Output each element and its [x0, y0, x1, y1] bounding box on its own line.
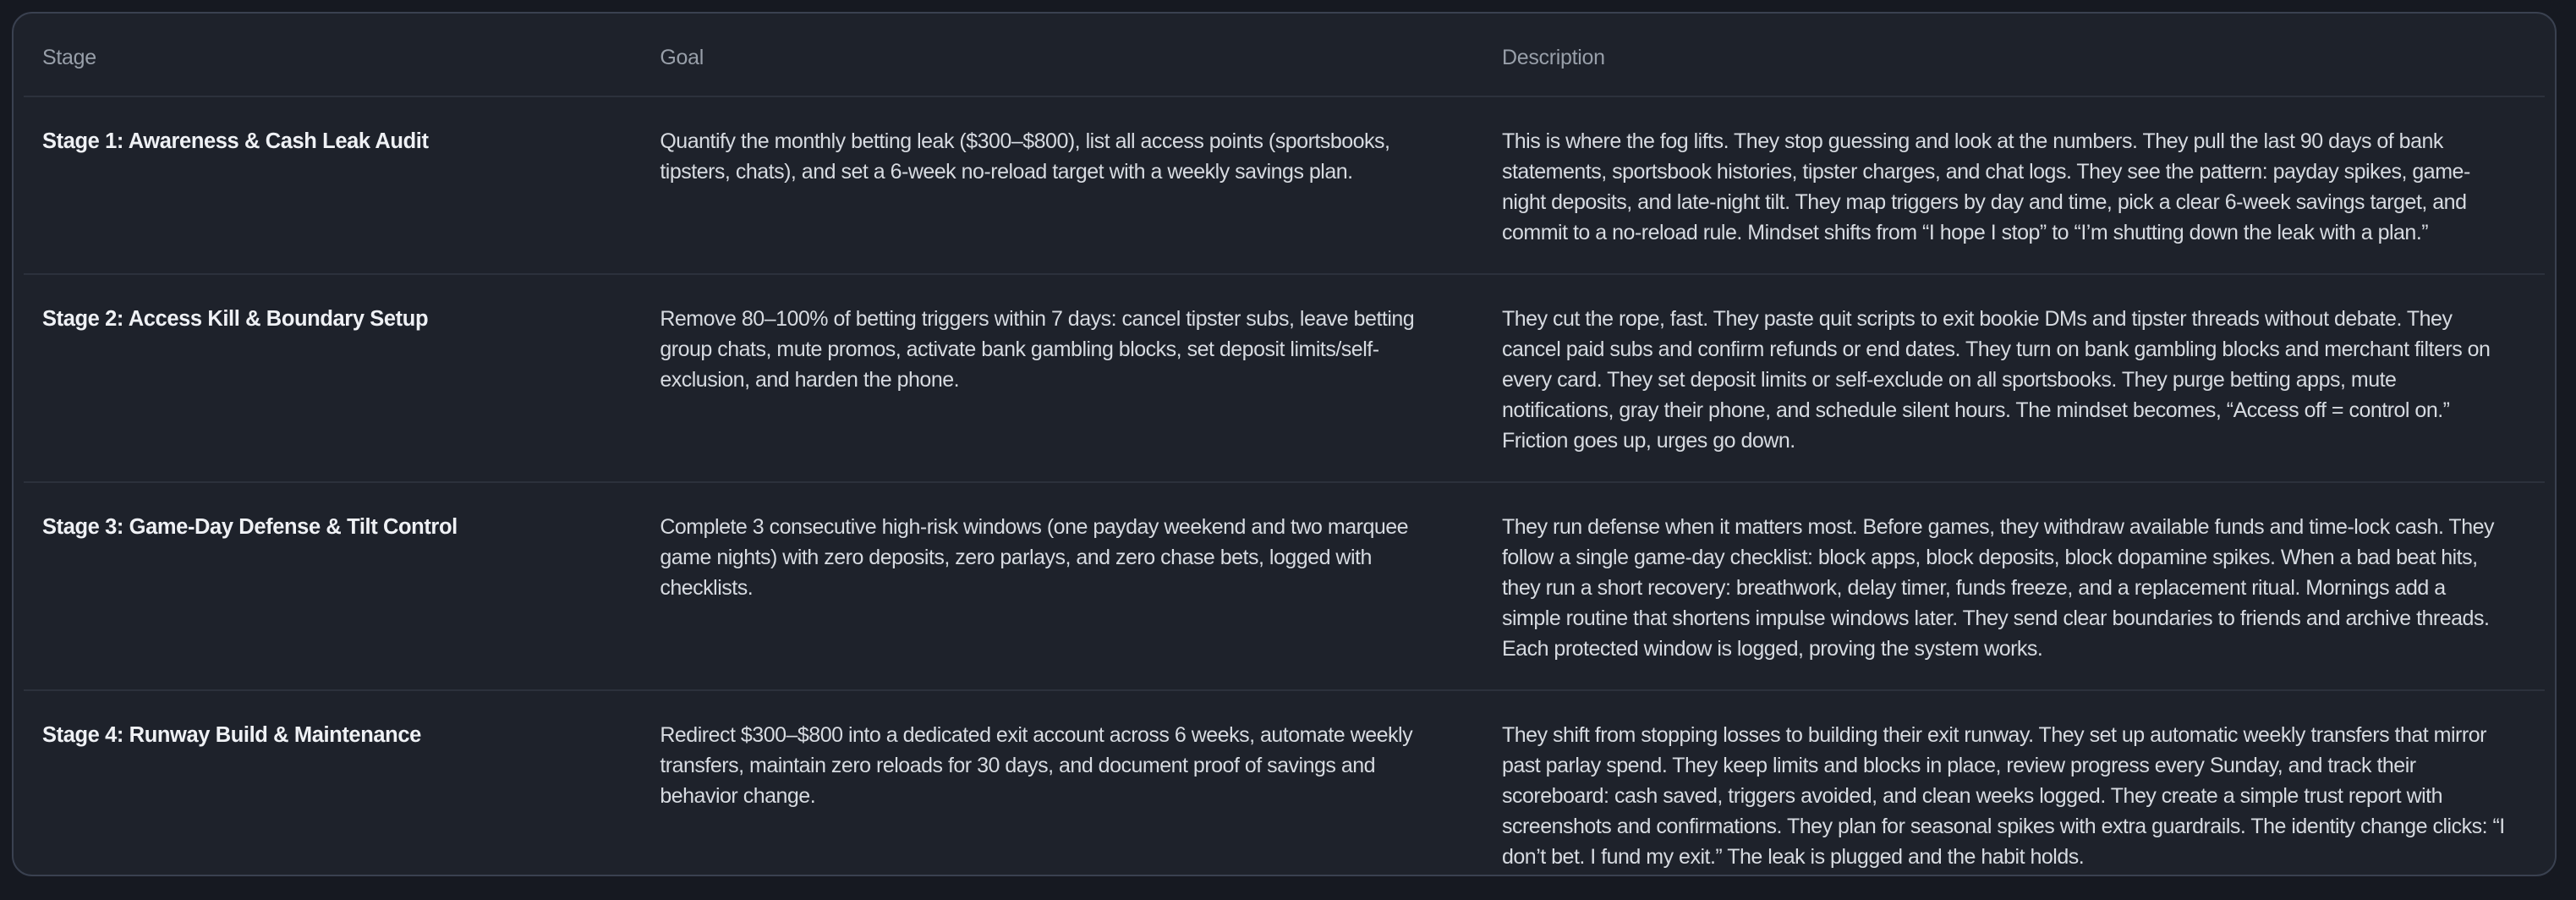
table-header-row: [24, 14, 2545, 96]
column-header-goal: Goal: [641, 14, 1483, 96]
description-cell: They shift from stopping losses to building their exit runway. They set up automatic weekly transfers that mirror past parlay spend. They keep limits and blocks in place, review progress every Sunday, and track their scoreboard: cash saved, triggers avoided, and clean weeks logged. They create a simple trust report with screenshots and confirmations. They plan for seasonal spikes with extra guardrails. The identity change clicks: “I don’t bet. I fund my exit.” The leak is plugged and the habit holds.: [1501, 723, 2505, 869]
table-row: [24, 482, 2545, 690]
goal-cell: Quantify the monthly betting leak ($300–$800), list all access points (sportsbooks, tipsters, chats), and set a 6-week no-reload target with a weekly savings plan.: [641, 96, 1483, 274]
stages-table: [24, 14, 2545, 876]
table-row: [24, 690, 2545, 876]
column-header-description: Description: [1483, 14, 2545, 96]
stage-cell: Stage 4: Runway Build & Maintenance: [42, 723, 421, 747]
table-row: [24, 96, 2545, 274]
stages-table-card: [12, 12, 2557, 876]
description-cell: They run defense when it matters most. Before games, they withdraw available funds and time-lock cash. They follow a single game-day checklist: block apps, block deposits, block dopamine spikes. When a bad beat hits, they run a short recovery: breathwork, delay timer, funds freeze, and a replacement ritual. Mornings add a simple routine that shortens impulse windows later. They send clear boundaries to friends and archive threads. Each protected window is logged, proving the system works.: [1483, 482, 2545, 690]
description-cell: They cut the rope, fast. They paste quit scripts to exit bookie DMs and tipster threads without debate. They cancel paid subs and confirm refunds or end dates. They turn on bank gambling blocks and merchant filters on every card. They set deposit limits or self-exclude on all sportsbooks. They purge betting apps, mute notifications, gray their phone, and schedule silent hours. The mindset becomes, “Access off = control on.” Friction goes up, urges go down.: [1483, 274, 2545, 482]
description-cell: This is where the fog lifts. They stop guessing and look at the numbers. They pull the last 90 days of bank statements, sportsbook histories, tipster charges, and chat logs. They see the pattern: payday spikes, game-night deposits, and late-night tilt. They map triggers by day and time, pick a clear 6-week savings target, and commit to a no-reload rule. Mindset shifts from “I hope I stop” to “I’m shutting down the leak with a plan.”: [1483, 96, 2545, 274]
stage-cell: Stage 3: Game-Day Defense & Tilt Control: [24, 482, 641, 690]
goal-cell: Remove 80–100% of betting triggers within 7 days: cancel tipster subs, leave betting group chats, mute promos, activate bank gambling blocks, set deposit limits/self-exclusion, and harden the phone.: [641, 274, 1483, 482]
goal-cell: Complete 3 consecutive high-risk windows (one payday weekend and two marquee game nights) with zero deposits, zero parlays, and zero chase bets, logged with checklists.: [641, 482, 1483, 690]
stage-cell: Stage 1: Awareness & Cash Leak Audit: [24, 96, 641, 274]
column-header-stage: Stage: [24, 14, 641, 96]
stage-cell: Stage 2: Access Kill & Boundary Setup: [24, 274, 641, 482]
table-row: [24, 274, 2545, 482]
goal-cell: Redirect $300–$800 into a dedicated exit account across 6 weeks, automate weekly transfers, maintain zero reloads for 30 days, and document proof of savings and behavior change.: [660, 723, 1413, 808]
